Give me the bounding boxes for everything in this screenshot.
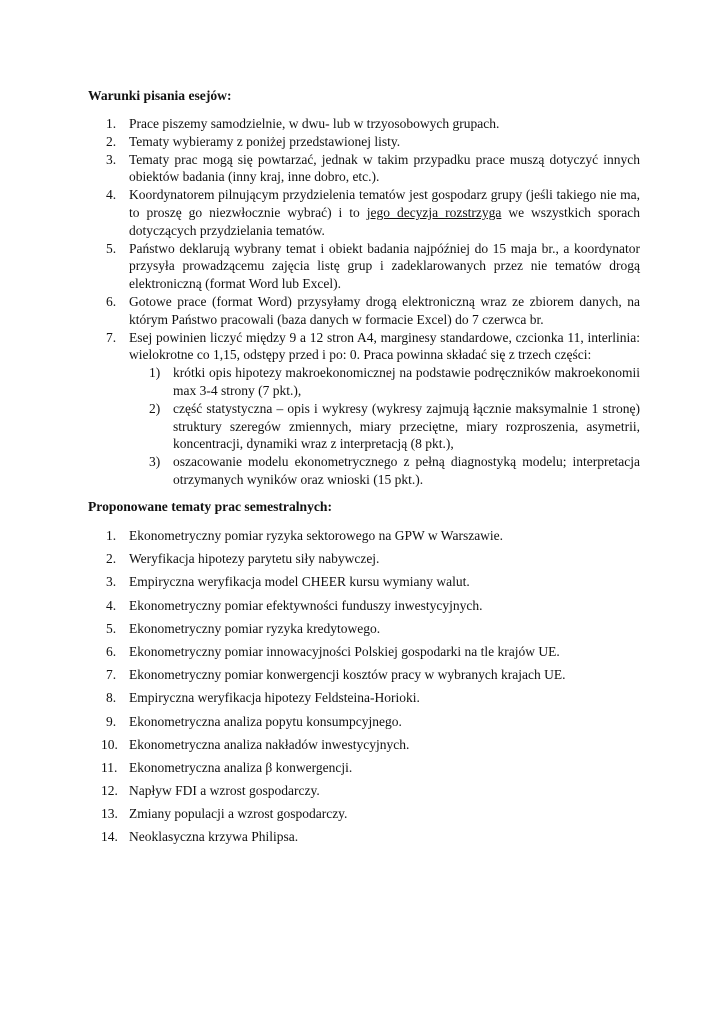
topic-item bbox=[88, 828, 640, 851]
topic-item bbox=[88, 689, 640, 712]
item-text: Gotowe prace (format Word) przysyłamy drogą elektroniczną wraz ze zbiorem danych, na którym Państwo pracowali (baza danych w formacie Excel) do 7 czerwca br. bbox=[129, 293, 640, 327]
topic-number: 14. bbox=[101, 829, 118, 845]
subitem-number: 2) bbox=[149, 400, 161, 416]
item-number: 3. bbox=[106, 151, 117, 167]
topic-text: Ekonometryczny pomiar innowacyjności Polskiej gospodarki na tle krajów UE. bbox=[129, 643, 560, 659]
topic-text: Ekonometryczna analiza β konwergencji. bbox=[129, 759, 353, 775]
topic-text: Napływ FDI a wzrost gospodarczy. bbox=[129, 783, 320, 799]
essay-parts-list bbox=[129, 364, 640, 489]
topic-item bbox=[88, 805, 640, 828]
topic-text: Ekonometryczny pomiar ryzyka sektorowego na GPW w Warszawie. bbox=[129, 528, 504, 543]
item-text: Prace piszemy samodzielnie, w dwu- lub w trzyosobowych grupach. bbox=[129, 116, 500, 131]
subitem-text: krótki opis hipotezy makroekonomicznej na podstawie podręczników makroekonomii max 3-4 strony (7 pkt.), bbox=[173, 365, 640, 398]
item-text: Państwo deklarują wybrany temat i obiekt badania najpóźniej do 15 maja br., a koordynator przysyła prowadzącemu zajęcia listę grup i zadeklarowanych przez nie tematów drogą elektroniczną (format Word lub Excel). bbox=[129, 240, 640, 292]
topic-item bbox=[88, 666, 640, 689]
topic-number: 5. bbox=[106, 620, 117, 636]
topic-item bbox=[88, 527, 640, 550]
section-heading-topics: Proponowane tematy prac semestralnych: bbox=[88, 499, 333, 514]
subitem-number: 1) bbox=[149, 365, 161, 381]
item-number: 4. bbox=[106, 187, 117, 203]
topic-text: Weryfikacja hipotezy parytetu siły nabywczej. bbox=[129, 551, 380, 567]
topic-text: Ekonometryczna analiza nakładów inwestycyjnych. bbox=[129, 736, 410, 752]
essay-part-item bbox=[129, 453, 640, 489]
topic-item bbox=[88, 550, 640, 573]
condition-item bbox=[88, 186, 640, 239]
topic-item bbox=[88, 759, 640, 782]
topic-item bbox=[88, 643, 640, 666]
topic-item bbox=[88, 736, 640, 759]
topic-text: Empiryczna weryfikacja model CHEER kursu wymiany walut. bbox=[129, 574, 470, 590]
topic-number: 8. bbox=[106, 690, 117, 706]
essay-part-item bbox=[129, 364, 640, 400]
topic-text: Ekonometryczna analiza popytu konsumpcyjnego. bbox=[129, 713, 402, 729]
topic-number: 10. bbox=[101, 736, 118, 752]
topic-text: Ekonometryczny pomiar konwergencji kosztów pracy w wybranych krajach UE. bbox=[129, 667, 566, 683]
essay-part-item bbox=[129, 400, 640, 453]
subitem-number: 3) bbox=[149, 454, 161, 470]
item-text: Tematy wybieramy z poniżej przedstawionej listy. bbox=[129, 133, 401, 149]
item-text: Koordynatorem pilnującym przydzielenia tematów jest gospodarz grupy (jeśli takiego nie ma, to proszę go niezwłocznie wybrać) i to bbox=[129, 187, 640, 220]
topic-text: Neoklasyczna krzywa Philipsa. bbox=[129, 829, 299, 845]
topic-item bbox=[88, 597, 640, 620]
condition-item bbox=[88, 240, 640, 293]
topic-number: 13. bbox=[101, 806, 118, 822]
topic-number: 9. bbox=[106, 713, 117, 729]
topic-number: 4. bbox=[106, 597, 117, 613]
item-text: Esej powinien liczyć między 9 a 12 stron A4, marginesy standardowe, czcionka 11, interlinia: wielokrotne co 1,15, odstępy przed i po: 0. Praca powinna składać się z trzech części: bbox=[129, 329, 640, 363]
item-number: 5. bbox=[106, 240, 117, 256]
topic-item bbox=[88, 620, 640, 643]
conditions-list bbox=[88, 115, 640, 489]
topic-number: 1. bbox=[106, 528, 117, 543]
topic-number: 2. bbox=[106, 551, 117, 567]
topic-item bbox=[88, 713, 640, 736]
item-number: 6. bbox=[106, 293, 117, 309]
subitem-text: oszacowanie modelu ekonometrycznego z pełną diagnostyką modelu; interpretacja otrzymanych wyników oraz wnioski (15 pkt.). bbox=[173, 454, 640, 487]
condition-item bbox=[88, 151, 640, 187]
topic-text: Zmiany populacji a wzrost gospodarczy. bbox=[129, 806, 348, 822]
item-text: we wszystkich sporach dotyczących przydzielania tematów. bbox=[129, 204, 641, 238]
topic-text: Empiryczna weryfikacja hipotezy Feldsteina-Horioki. bbox=[129, 690, 420, 706]
topic-item bbox=[88, 782, 640, 805]
condition-item bbox=[88, 115, 640, 133]
topic-number: 11. bbox=[101, 759, 118, 775]
item-number: 1. bbox=[106, 116, 117, 131]
topic-number: 7. bbox=[106, 667, 117, 683]
section-heading-conditions: Warunki pisania esejów: bbox=[88, 88, 232, 103]
condition-item bbox=[88, 133, 640, 151]
topics-list bbox=[88, 527, 640, 852]
condition-item bbox=[88, 293, 640, 329]
topic-number: 3. bbox=[106, 574, 117, 590]
item-text: Tematy prac mogą się powtarzać, jednak w takim przypadku prace muszą dotyczyć innych obiektów badania (inny kraj, inne dobro, etc.). bbox=[129, 151, 640, 185]
topic-number: 6. bbox=[106, 643, 117, 659]
item-number: 2. bbox=[106, 133, 117, 149]
topic-text: Ekonometryczny pomiar efektywności funduszy inwestycyjnych. bbox=[129, 597, 483, 613]
topic-number: 12. bbox=[101, 783, 118, 799]
underlined-text: jego decyzja rozstrzyga bbox=[366, 204, 502, 220]
topic-text: Ekonometryczny pomiar ryzyka kredytowego. bbox=[129, 620, 381, 636]
topic-item bbox=[88, 573, 640, 596]
condition-item bbox=[88, 329, 640, 489]
subitem-text: część statystyczna – opis i wykresy (wykresy zajmują łącznie maksymalnie 1 stronę) struktury szeregów zmiennych, miary przeciętne, miary rozproszenia, asymetrii, koncentracji, dynamiki wraz z interpretacją (8 pkt.), bbox=[173, 400, 640, 452]
item-number: 7. bbox=[106, 329, 117, 345]
